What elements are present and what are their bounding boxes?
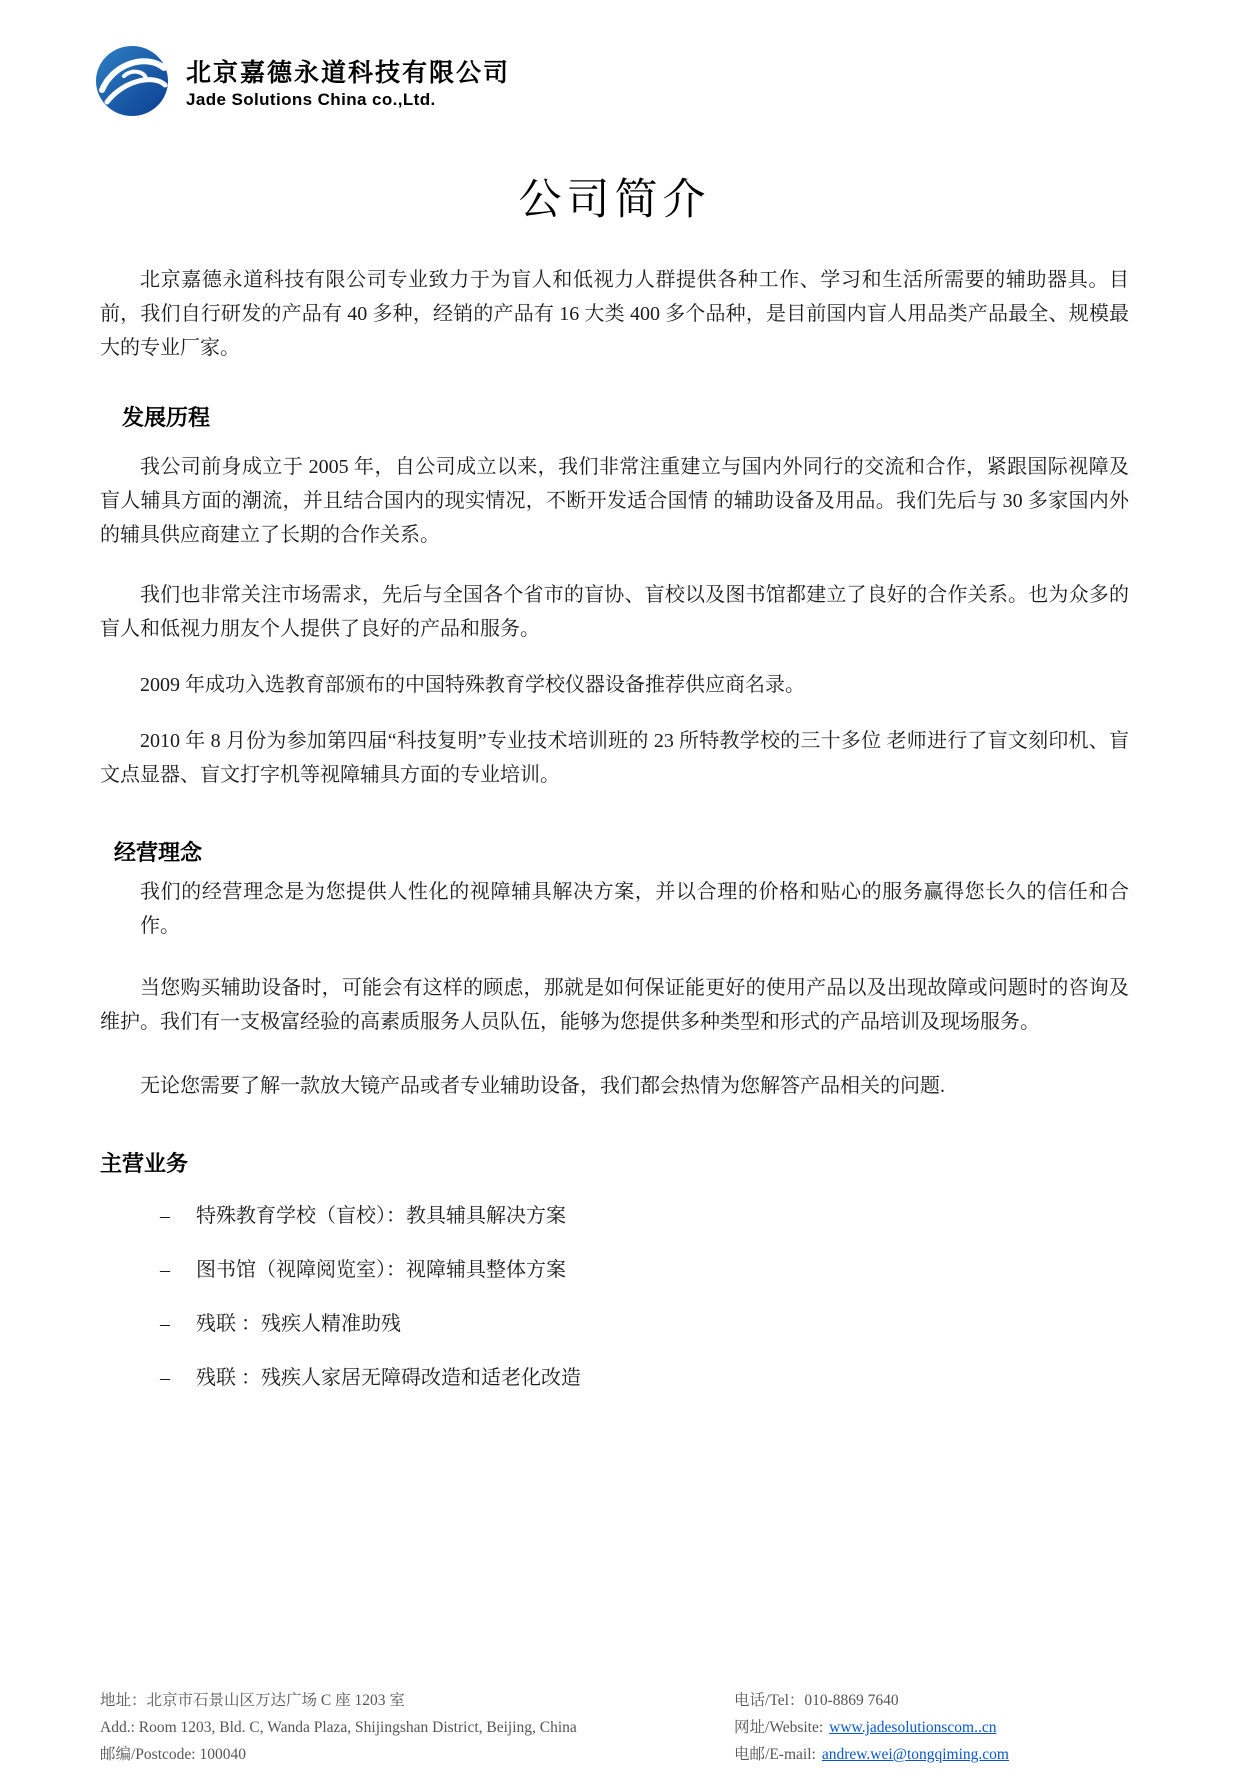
list-item [100,1200,1129,1232]
footer-website-label: 网址/Website: [734,1719,824,1736]
bullet-dash: – [160,1205,170,1227]
footer-email-link[interactable]: andrew.wei@tongqiming.com [821,1746,1009,1763]
footer-address-cn: 地址：北京市石景山区万达广场 C 座 1203 室 [100,1692,405,1709]
footer-email-row [734,1741,1009,1768]
company-logo-icon [94,44,172,118]
list-item-text: 残联 ：残疾人家居无障碍改造和适老化改造 [196,1367,581,1389]
philosophy-paragraph-2: 当您购买辅助设备时，可能会有这样的顾虑，那就是如何保证能更好的使用产品以及出现故障或问题时的咨询及维护。我们有一支极富经验的高素质服务人员队伍，能够为您提供多种类型和形式的产品培训及现场服务。 [100,977,1129,1033]
footer-website-link[interactable]: www.jadesolutionscom..cn [829,1719,997,1736]
footer-address-block [100,1687,577,1768]
section-heading-business: 主营业务 [100,1151,189,1176]
footer-contact-block [734,1687,1009,1768]
company-name-en: Jade Solutions China co.,Ltd. [186,89,436,109]
bullet-dash: – [160,1259,170,1281]
page-title: 公司简介 [518,177,711,224]
page-footer [100,1687,1009,1768]
bullet-dash: – [160,1367,170,1389]
history-paragraph-3: 2009 年成功入选教育部颁布的中国特殊教育学校仪器设备推荐供应商名录。 [140,674,805,696]
company-logo-text [186,53,510,110]
footer-email-label: 电邮/E-mail: [734,1746,816,1763]
section-heading-philosophy: 经营理念 [114,840,203,865]
history-paragraph-1: 我公司前身成立于 2005 年，自公司成立以来，我们非常注重建立与国内外同行的交流和合作，紧跟国际视障及盲人辅具方面的潮流，并且结合国内的现实情况，不断开发适合国情 的辅助设备及用品。我们先后与 30 多家国内外的辅具供应商建立了长期的合作关系。 [100,456,1129,546]
business-list [100,1200,1129,1394]
history-paragraph-2: 我们也非常关注市场需求，先后与全国各个省市的盲协、盲校以及图书馆都建立了良好的合作关系。也为众多的盲人和低视力朋友个人提供了良好的产品和服务。 [100,584,1129,640]
company-name-cn: 北京嘉德永道科技有限公司 [186,58,511,87]
bullet-dash: – [160,1313,170,1335]
list-item [100,1362,1129,1394]
intro-paragraph: 北京嘉德永道科技有限公司专业致力于为盲人和低视力人群提供各种工作、学习和生活所需要的辅助器具。目前，我们自行研发的产品有 40 多种，经销的产品有 16 大类 400 多个品种，是目前国内盲人用品类产品最全、规模最大的专业厂家。 [100,269,1129,359]
list-item [100,1254,1129,1286]
company-logo [94,44,1129,118]
list-item [100,1308,1129,1340]
list-item-text: 图书馆（视障阅览室）：视障辅具整体方案 [196,1259,566,1281]
philosophy-paragraph-3: 无论您需要了解一款放大镜产品或者专业辅助设备，我们都会热情为您解答产品相关的问题. [140,1075,945,1097]
section-heading-history: 发展历程 [122,405,211,430]
footer-website-row [734,1714,1009,1741]
footer-postcode: 邮编/Postcode: 100040 [100,1746,246,1763]
philosophy-paragraph-1: 我们的经营理念是为您提供人性化的视障辅具解决方案，并以合理的价格和贴心的服务赢得您长久的信任和合作。 [140,881,1129,937]
footer-address-en: Add.: Room 1203, Bld. C, Wanda Plaza, Shijingshan District, Beijing, China [100,1719,577,1736]
history-paragraph-4: 2010 年 8 月份为参加第四届“科技复明”专业技术培训班的 23 所特教学校的三十多位 老师进行了盲文刻印机、盲文点显器、盲文打字机等视障辅具方面的专业培训。 [100,730,1129,786]
list-item-text: 残联 ：残疾人精准助残 [196,1313,401,1335]
footer-tel: 电话/Tel：010-8869 7640 [734,1692,899,1709]
list-item-text: 特殊教育学校（盲校）：教具辅具解决方案 [196,1205,566,1227]
